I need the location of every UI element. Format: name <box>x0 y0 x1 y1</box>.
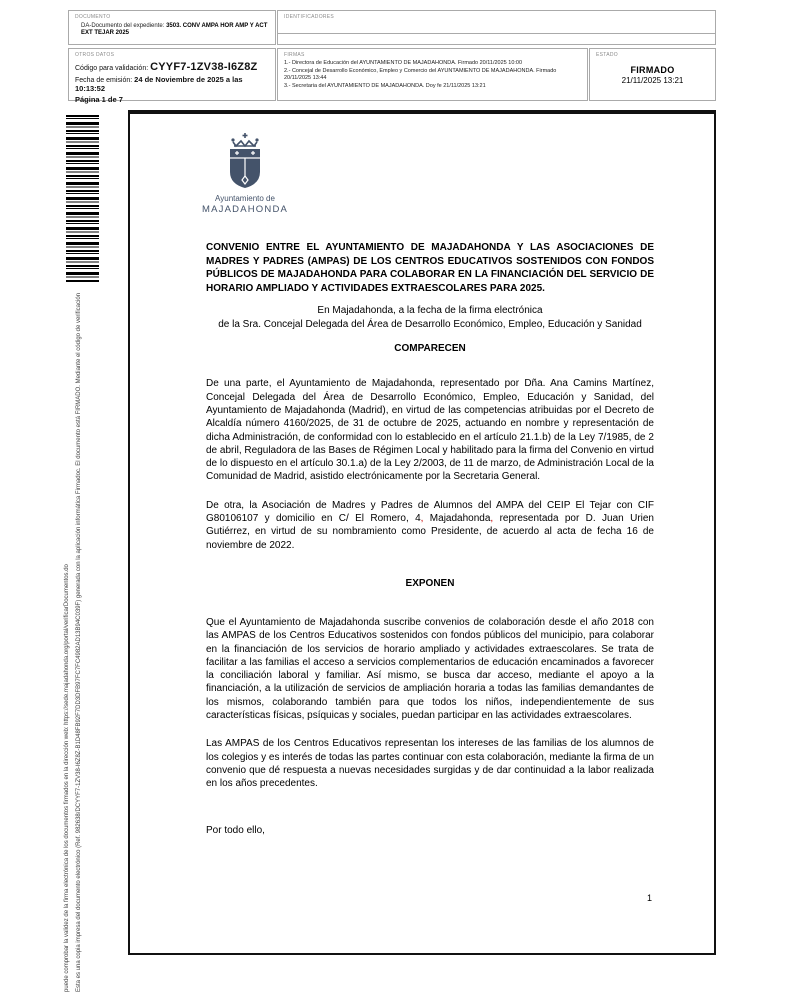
verification-sidebar-text-line2: puede comprobar la validez de la firma electrónica de los documentos firmados en la dirección web: https://sede.majadahonda.org/portal/verificarDocumentos.do <box>64 564 70 992</box>
firma-item: 3.- Secretaria del AYUNTAMIENTO DE MAJADAHONDA. Doy fe 21/11/2025 13:21 <box>284 82 486 89</box>
emission-date-line <box>75 75 269 93</box>
heading-exponen: EXPONEN <box>405 577 455 589</box>
paragraph-parte-ayuntamiento: De una parte, el Ayuntamiento de Majadahonda, representado por Dña. Ana Camins Martínez, Concejal Delegada del Área de Desarrollo Económico, Empleo, Educación y Sanidad, del Ayuntamiento de Majadahonda (Madrid), en virtud de las competencias atribuidas por el Decreto de Alcaldía número 4160/2025, de 31 de octubre de 2025, actuando en nombre y representación de dicha Administración, de conformidad con lo establecido en el artículo 21.1.b) de la Ley 7/1985, de 2 de abril, Reguladora de las Bases de Régimen Local y habilitado para la firma del Convenio en virtud de lo dispuesto en el artículo 30.1.a) de la Ley 2/2003, de 11 de marzo, de Administración Local de la Comunidad de Madrid, asistido electrónicamente por la Secretaria General. <box>206 378 654 483</box>
place-and-signer-lines <box>206 304 654 332</box>
majadahonda-crest-icon <box>202 132 288 190</box>
otros-datos-label: OTROS DATOS <box>75 52 115 58</box>
para2-red-comma: , <box>420 513 424 525</box>
estado-box <box>589 48 716 101</box>
para2-part3: representada por D. Juan Urien Gutiérrez, en virtud de su nombramiento como Presidente, de acuerdo al acta de fecha 16 de noviembre de 2022. <box>206 513 654 551</box>
firma-item: 1.- Directora de Educación del AYUNTAMIENTO DE MAJADAHONDA. Firmado 20/11/2025 10:00 <box>284 60 523 66</box>
document-page <box>128 110 716 955</box>
page-number: 1 <box>646 893 652 903</box>
emission-date-value: 24 de Noviembre de 2025 a las 10:13:52 <box>75 75 243 93</box>
signer-line: de la Sra. Concejal Delegada del Área de Desarrollo Económico, Empleo, Educación y Sanidad <box>218 319 642 331</box>
paragraph-exponen-1: Que el Ayuntamiento de Majadahonda suscribe convenios de colaboración desde el año 2018 con las AMPAS de los Centros Educativos sostenidos con fondos públicos del municipio, para colaborar en la financiación de los servicios de horario ampliado y actividades extraescolares. Se trata de facilitar a las familias el acceso a servicios complementarios de educación encaminados a favorecer la conciliación laboral y familiar. Así mismo, se busca dar acceso, mediante el apoyo a la financiación, a la utilización de servicios de ampliación horaria a todas las familias demandantes de los mismos, colaborando también para que todos los niños, independientemente de sus características físicas, psíquicas y sociales, puedan participar en las actividades extraescolares. <box>206 616 654 722</box>
identificadores-box <box>277 10 716 45</box>
status-badge: FIRMADO <box>630 65 675 75</box>
para2-part2: Majadahonda <box>423 513 491 525</box>
documento-box <box>68 10 276 45</box>
logo-org-line2: MAJADAHONDA <box>202 204 289 215</box>
para2-part1: De otra, la Asociación de Madres y Padres de Alumnos del AMPA del CEIP El Tejar con CIF G80106107 y domicilio en C/ El Romero, 4 <box>206 499 654 525</box>
status-datetime: 21/11/2025 13:21 <box>621 76 684 85</box>
majadahonda-logo <box>202 132 288 215</box>
firmas-list <box>284 60 581 90</box>
documento-ref-prefix: DA-Documento del expediente: <box>81 23 167 29</box>
otros-datos-box <box>68 48 276 104</box>
document-content <box>130 114 714 836</box>
firmas-box <box>277 48 588 101</box>
barcode <box>66 115 99 282</box>
validation-code-line <box>75 61 269 73</box>
firma-item: 2.- Concejal de Desarrollo Económico, Empleo y Comercio del AYUNTAMIENTO DE MAJADAHONDA. Firmado 20/11/2025 13:44 <box>284 67 557 81</box>
verification-sidebar-text-line1: Esta es una copia impresa del documento electrónico (Ref. 982638/DCYYF7-1ZV38-I6Z8Z-B1D48FB92F7DD3DFB97FC7FC4982AD13B94C039F) generada con la aplicación informática Firmadoc. El documento está FIRMADO. Mediante el código de verificación <box>76 292 82 992</box>
documento-reference <box>75 23 269 37</box>
emission-date-label: Fecha de emisión: <box>75 77 135 84</box>
place-line: En Majadahonda, a la fecha de la firma electrónica <box>317 305 543 317</box>
firmas-label: FIRMAS <box>284 52 305 58</box>
paragraph-por-todo-ello: Por todo ello, <box>206 824 265 836</box>
page-indicator-value: Página 1 de 7 <box>75 95 123 104</box>
paragraph-exponen-2: Las AMPAS de los Centros Educativos representan los intereses de las familias de los alumnos de los colegios y es interés de todas las partes continuar con esta colaboración, mediante la firma de un convenio que dé respuesta a nuevas necesidades surgidas y de dar continuidad a la labor realizada en los años precedentes. <box>206 738 654 790</box>
logo-org-line1: Ayuntamiento de <box>215 194 275 203</box>
document-title: CONVENIO ENTRE EL AYUNTAMIENTO DE MAJADAHONDA Y LAS ASOCIACIONES DE MADRES Y PADRES (AMPAS) DE LOS CENTROS EDUCATIVOS SOSTENIDOS CON FONDOS PÚBLICOS DE MAJADAHONDA PARA COLABORAR EN LA FINANCIACIÓN DEL SERVICIO DE HORARIO AMPLIADO Y ACTIVIDADES EXTRAESCOLARES PARA 2025. <box>206 242 654 294</box>
documento-ref-value: 3503. CONV AMPA HOR AMP Y ACT EXT TEJAR 2025 <box>81 23 268 37</box>
validation-code-label: Código para validación: <box>75 65 151 72</box>
page-indicator-line <box>75 95 269 104</box>
para2-red-comma: , <box>490 513 494 525</box>
identificadores-empty-strip <box>278 33 715 44</box>
validation-code-value: CYYF7-1ZV38-I6Z8Z <box>150 61 258 73</box>
paragraph-parte-ampa <box>206 499 654 552</box>
documento-label: DOCUMENTO <box>75 14 111 20</box>
estado-label: ESTADO <box>596 52 618 58</box>
heading-comparecen: COMPARECEN <box>394 343 466 355</box>
identificadores-label: IDENTIFICADORES <box>284 14 335 20</box>
